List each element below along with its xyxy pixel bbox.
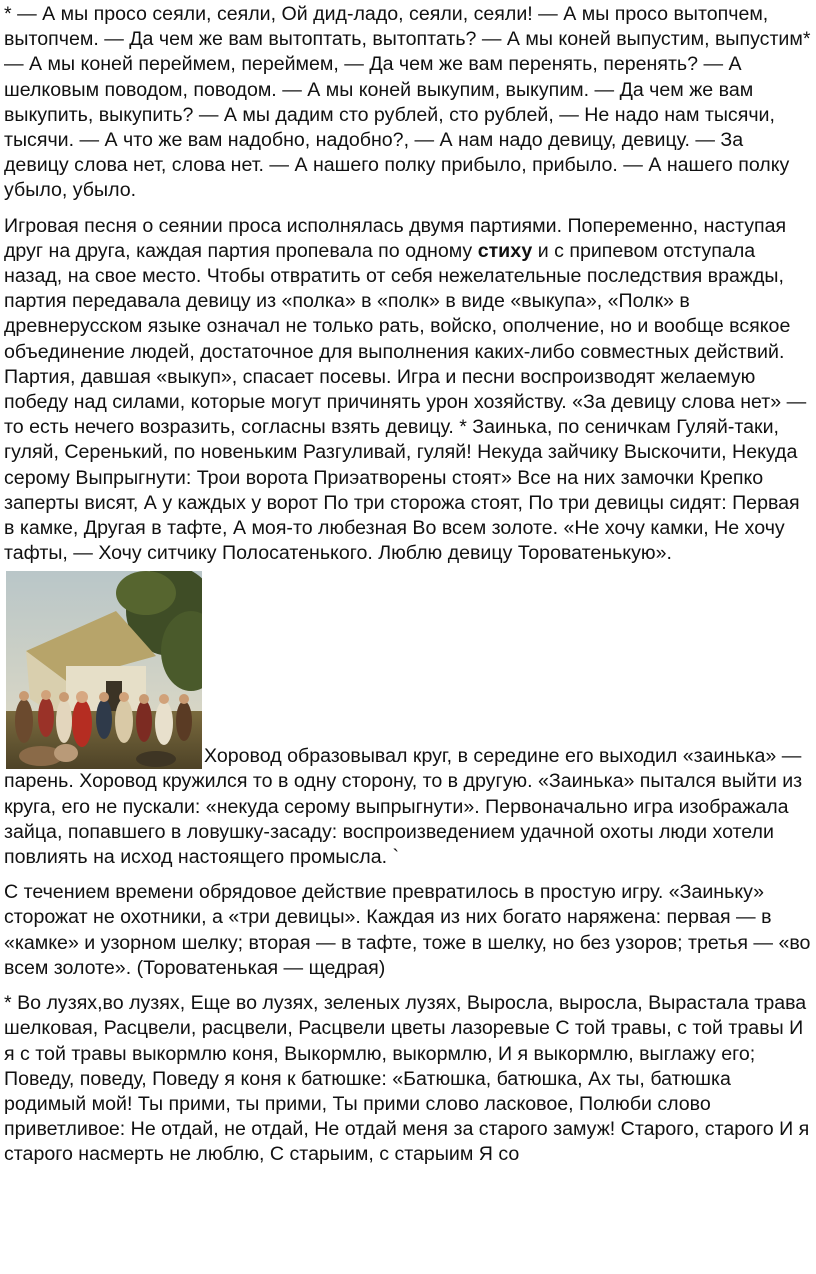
khorovod-text: Хоровод образовывал круг, в середине его выходил «заинька» — парень. Хоровод кружился то в одну сторону, то в другую. «Заинька» пытался выйти из круга, его не пускали: «некуда серому выпрыгнути». Первоначально игра изображала зайца, попавшего в ловушку-засаду: воспроизведением удачной охоты люди хотели повлиять на исход настоящего промысла. ` (4, 745, 803, 869)
meadow-song-paragraph: * Во лузях,во лузях, Еще во лузях, зеленых лузях, Выросла, выросла, Вырастала трава шелковая, Расцвели, расцвели, Расцвели цветы лазоревые С той травы, с той травы И я с той травы выкормлю коня, Выкормлю, выкормлю, И я выкормлю, выглажу его; Поведу, поведу, Поведу я коня к батюшке: «Батюшка, батюшка, Ах ты, батюшка родимый мой! Ты прими, ты прими, Ты прими слово ласковое, Полюби слово приветливое: Не отдай, не отдай, Не отдай меня за старого замуж! Старого, старого И я старого насмерть не люблю, С старыим, с старыим Я со (4, 992, 810, 1166)
commentary-paragraph (4, 214, 812, 567)
song-text-paragraph: * — А мы просо сеяли, сеяли, Ой дид-ладо, сеяли, сеяли! — А мы просо вытопчем, вытопчем. — Да чем же вам вытоптать, вытоптать? — А мы коней выпустим, выпустим* — А мы коней переймем, переймем, — Да чем же вам перенять, перенять? — А шелковым поводом, поводом. — А мы коней выкупим, выкупим. — Да чем же вам выкупить, выкупить? — А мы дадим сто рублей, сто рублей, — Не надо нам тысячи, тысячи. — А что же вам надобно, надобно?, — А нам надо девицу, девицу. — За девицу слова нет, слова нет. — А нашего полку прибыло, прибыло. — А нашего полку убыло, убыло. (4, 3, 811, 202)
khorovod-painting-image (6, 571, 202, 769)
commentary-text-end: и с припевом отступала назад, на свое место. Чтобы отвратить от себя нежелательные последствия вражды, партия передавала девицу из «полка» в «полк» в виде «выкупа», «Полк» в древнерусском языке означал не только рать, войско, ополчение, но и вообще всякое объединение людей, достаточное для выполнения каких-либо совместных действий. Партия, давшая «выкуп», спасает посевы. Игра и песни воспроизводят желаемую победу над силами, которые могут причинять урон хозяйству. «За девицу слова нет» — то есть нечего возразить, согласны взять девицу. * Заинька, по сеничкам Гуляй-таки, гуляй, Серенький, по новеньким Разгуливай, гуляй! Некуда зайчику Выскочити, Некуда серому Выпрыгнути: Трои ворота Приэатворены стоят» Все на них замочки Крепко заперты висят, А у каждых у ворот По три сторожа стоят, По три девицы сидят: Первая в камке, Другая в тафте, А моя-то любезная Во всем золоте. «Не хочу камки, Не хочу тафты, — Хочу ситчику Полосатенького. Люблю девицу Тороватенькую». (4, 239, 807, 565)
commentary-text-start: Игровая песня о сеянии проса исполнялась двумя партиями. Попеременно, наступая друг на друга, каждая партия пропевала по одному (4, 214, 787, 262)
bold-term: стиху (477, 239, 533, 262)
khorovod-paragraph (4, 571, 812, 870)
ritual-evolution-paragraph: С течением времени обрядовое действие превратилось в простую игру. «Заиньку» сторожат не охотники, а «три девицы». Каждая из них богато наряжена: первая — в «камке» и узорном шелку; вторая — в тафте, тоже в шелку, но без узоров; третья — «во всем золоте». (Тороватенькая — щедрая) (4, 881, 811, 979)
